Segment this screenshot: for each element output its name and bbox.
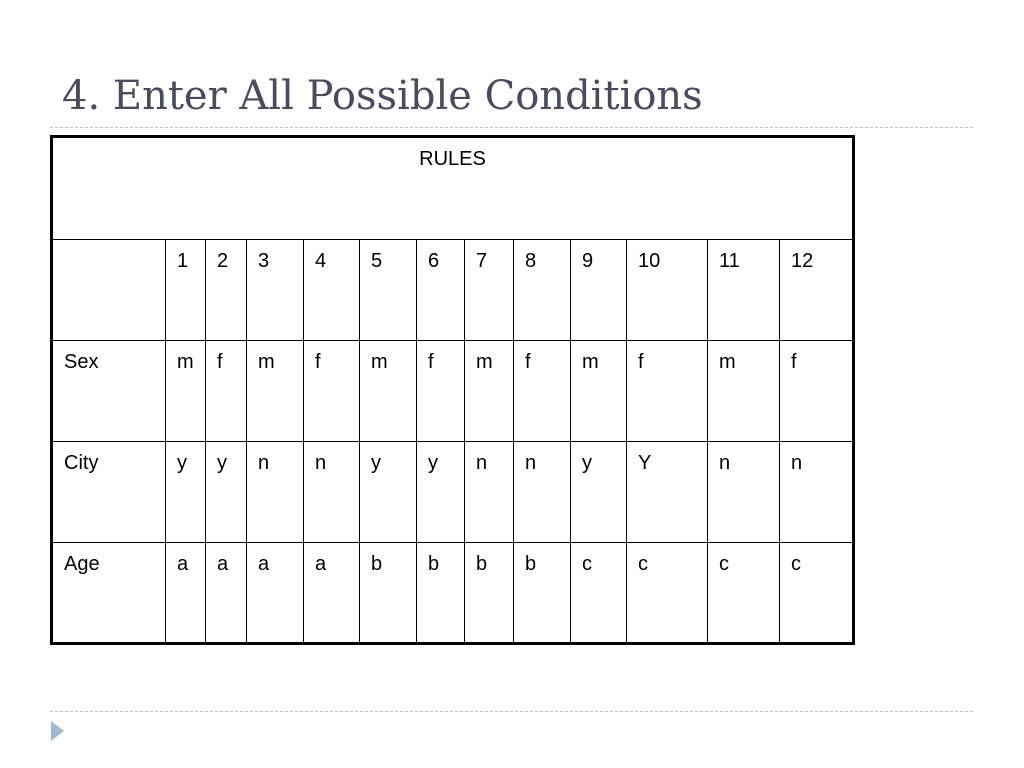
table-cell: c <box>571 543 627 644</box>
table-header-row <box>52 137 854 240</box>
table-cell: b <box>465 543 514 644</box>
table-cell: a <box>166 543 206 644</box>
table-cell: b <box>360 543 417 644</box>
row-label: Sex <box>52 341 166 442</box>
table-cell: y <box>571 442 627 543</box>
table-cell: n <box>514 442 571 543</box>
table-cell: a <box>206 543 247 644</box>
table-row-rule-numbers <box>52 240 854 341</box>
row-label: City <box>52 442 166 543</box>
table-cell: 1 <box>166 240 206 341</box>
table-cell: y <box>417 442 465 543</box>
table-cell: c <box>708 543 780 644</box>
table-cell: m <box>571 341 627 442</box>
table-cell: c <box>780 543 854 644</box>
table-cell: f <box>627 341 708 442</box>
table-cell: 5 <box>360 240 417 341</box>
table-cell: f <box>514 341 571 442</box>
table-row-age <box>52 543 854 644</box>
table-cell: m <box>166 341 206 442</box>
table-row-city <box>52 442 854 543</box>
table-cell: f <box>780 341 854 442</box>
table-cell: m <box>708 341 780 442</box>
table-cell: 3 <box>247 240 304 341</box>
table-cell: m <box>360 341 417 442</box>
table-cell: 8 <box>514 240 571 341</box>
table-cell: b <box>417 543 465 644</box>
table-cell: y <box>360 442 417 543</box>
table-row-sex <box>52 341 854 442</box>
row-label: Age <box>52 543 166 644</box>
table-cell: n <box>247 442 304 543</box>
table-cell: f <box>417 341 465 442</box>
rules-table <box>50 135 855 645</box>
table-cell: f <box>206 341 247 442</box>
table-cell: a <box>304 543 360 644</box>
table-cell: y <box>206 442 247 543</box>
table-cell: Y <box>627 442 708 543</box>
table-cell: 4 <box>304 240 360 341</box>
table-cell: b <box>514 543 571 644</box>
table-cell: n <box>780 442 854 543</box>
table-cell: f <box>304 341 360 442</box>
table-cell: n <box>708 442 780 543</box>
table-cell: 2 <box>206 240 247 341</box>
table-cell: a <box>247 543 304 644</box>
top-divider <box>50 127 973 128</box>
rules-header: RULES <box>52 137 854 240</box>
triangle-bullet-icon <box>51 721 64 741</box>
table-cell: 11 <box>708 240 780 341</box>
table-cell: y <box>166 442 206 543</box>
table-cell: m <box>247 341 304 442</box>
table-cell: m <box>465 341 514 442</box>
table-cell <box>52 240 166 341</box>
table-cell: 9 <box>571 240 627 341</box>
slide-title: 4. Enter All Possible Conditions <box>62 73 703 119</box>
table-cell: n <box>465 442 514 543</box>
table-cell: 12 <box>780 240 854 341</box>
table-cell: 6 <box>417 240 465 341</box>
table-cell: c <box>627 543 708 644</box>
table-cell: n <box>304 442 360 543</box>
table-cell: 10 <box>627 240 708 341</box>
table-cell: 7 <box>465 240 514 341</box>
bottom-divider <box>50 711 973 712</box>
